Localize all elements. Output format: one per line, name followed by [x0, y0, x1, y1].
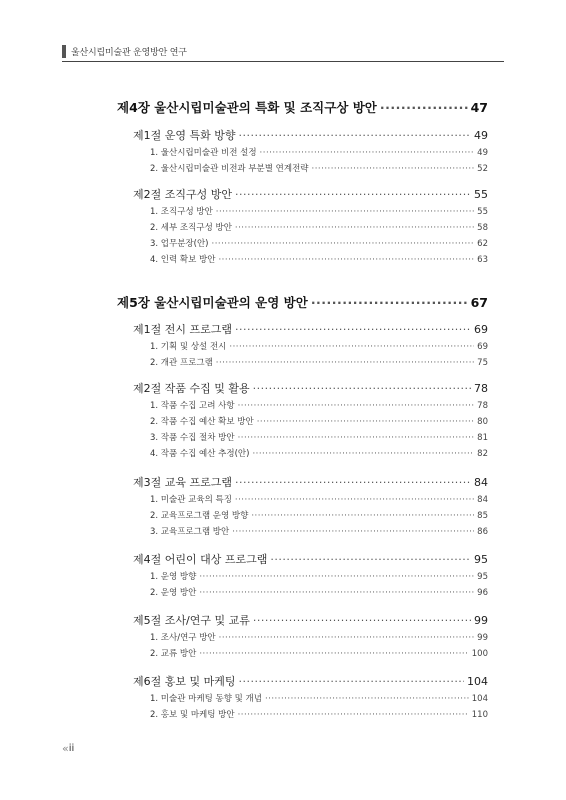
toc-entry-label: 제5절 조사/연구 및 교류 [133, 614, 250, 627]
dot-leader [199, 649, 468, 659]
header-marker [62, 45, 66, 58]
toc-page-number: 81 [477, 433, 488, 443]
page-footer [62, 742, 74, 755]
toc-page-number: 80 [477, 417, 488, 427]
toc-item [150, 415, 488, 427]
toc-page-number: 47 [470, 100, 488, 115]
dot-leader [238, 401, 475, 411]
dot-leader [218, 255, 474, 265]
dot-leader [235, 495, 474, 505]
dot-leader [253, 382, 471, 395]
toc-entry-label: 제4장 울산시립미술관의 특화 및 조직구상 방안 [117, 100, 377, 115]
toc-page-number: 55 [477, 207, 488, 217]
toc-entry-label: 3. 교육프로그램 방안 [150, 527, 230, 537]
toc-page-number: 63 [477, 255, 488, 265]
toc-entry-label: 1. 기획 및 상설 전시 [150, 342, 227, 352]
toc-entry-label: 제2절 작품 수집 및 활용 [133, 382, 250, 395]
dot-leader [216, 207, 474, 217]
toc-entry-label: 1. 미술관 교육의 특징 [150, 495, 232, 505]
dot-leader [265, 694, 469, 704]
toc-entry-label: 3. 업무분장(안) [150, 239, 209, 249]
toc-page-number: 69 [474, 323, 488, 336]
dot-leader [239, 675, 465, 688]
toc-section [133, 474, 488, 490]
toc-page-number: 95 [474, 553, 488, 566]
toc-page-number: 85 [477, 511, 488, 521]
dot-leader [251, 511, 474, 521]
dot-leader [260, 148, 475, 158]
toc-entry-label: 2. 개관 프로그램 [150, 358, 213, 368]
toc-entry-label: 제6절 홍보 및 마케팅 [133, 675, 236, 688]
toc-page-number: 86 [477, 527, 488, 537]
header-title: 울산시립미술관 운영방안 연구 [71, 47, 187, 58]
toc-entry-label: 2. 작품 수집 예산 확보 방안 [150, 417, 254, 427]
toc-section [133, 321, 488, 337]
toc-entry-label: 1. 작품 수집 고려 사항 [150, 401, 235, 411]
dot-leader [252, 449, 474, 459]
toc-item [150, 708, 488, 720]
toc-entry-label: 제3절 교육 프로그램 [133, 476, 232, 489]
toc-section [133, 551, 488, 567]
toc-entry-label: 제1절 전시 프로그램 [133, 323, 232, 336]
toc-item [150, 340, 488, 352]
toc-entry-label: 제4절 어린이 대상 프로그램 [133, 553, 268, 566]
toc-item [150, 399, 488, 411]
toc-item [150, 237, 488, 249]
toc-page-number: 58 [477, 223, 488, 233]
toc-page-number: 67 [470, 295, 488, 310]
toc-entry-label: 2. 운영 방안 [150, 588, 197, 598]
dot-leader [212, 239, 475, 249]
dot-leader [270, 553, 471, 566]
toc-item [150, 146, 488, 158]
toc-item [150, 431, 488, 443]
toc-page-number: 49 [477, 148, 488, 158]
toc-page-number: 82 [477, 449, 488, 459]
toc-page-number: 99 [474, 614, 488, 627]
toc-page-number: 84 [477, 495, 488, 505]
toc-section [133, 673, 488, 689]
toc-item [150, 586, 488, 598]
toc-entry-label: 3. 작품 수집 절차 방안 [150, 433, 235, 443]
dot-leader [199, 588, 474, 598]
toc-entry-label: 4. 작품 수집 예산 추정(안) [150, 449, 250, 459]
dot-leader [235, 223, 474, 233]
double-chevron-left-icon: « [62, 742, 67, 755]
toc-entry-label: 1. 조사/연구 방안 [150, 633, 216, 643]
toc-entry-label: 제5장 울산시립미술관의 운영 방안 [117, 295, 308, 310]
toc-entry-label: 제1절 운영 특화 방향 [133, 129, 236, 142]
dot-leader [229, 342, 474, 352]
toc-section [133, 127, 488, 143]
toc-entry-label: 2. 교류 방안 [150, 649, 197, 659]
toc-item [150, 525, 488, 537]
toc-entry-label: 1. 미술관 마케팅 동향 및 개념 [150, 694, 262, 704]
dot-leader [238, 710, 469, 720]
toc-item [150, 162, 488, 174]
toc-item [150, 509, 488, 521]
toc-entry-label: 4. 인력 확보 방안 [150, 255, 216, 265]
toc-page-number: 110 [471, 710, 488, 720]
toc-item [150, 570, 488, 582]
dot-leader [311, 295, 468, 310]
toc-entry-label: 2. 홍보 및 마케팅 방안 [150, 710, 235, 720]
toc-page-number: 52 [477, 164, 488, 174]
toc-page-number: 104 [467, 675, 488, 688]
dot-leader [219, 633, 475, 643]
toc-item [150, 647, 488, 659]
toc-page-number: 49 [474, 129, 488, 142]
toc-chapter [117, 293, 488, 311]
toc-page-number: 75 [477, 358, 488, 368]
toc-page-number: 100 [471, 649, 488, 659]
toc-chapter [117, 98, 488, 116]
page-number: ii [68, 743, 75, 754]
toc-page-number: 84 [474, 476, 488, 489]
toc-entry-label: 1. 운영 방향 [150, 572, 197, 582]
dot-leader [235, 323, 471, 336]
toc-item [150, 356, 488, 368]
toc-page-number: 104 [471, 694, 488, 704]
dot-leader [199, 572, 474, 582]
toc-page-number: 69 [477, 342, 488, 352]
toc-page-number: 78 [474, 382, 488, 395]
toc-item [150, 221, 488, 233]
toc-page-number: 96 [477, 588, 488, 598]
toc-entry-label: 2. 세부 조직구성 방안 [150, 223, 232, 233]
toc-entry-label: 2. 울산시립미술관 비전과 부분별 연계전략 [150, 164, 309, 174]
toc-section [133, 380, 488, 396]
toc-entry-label: 제2절 조직구성 방안 [133, 188, 232, 201]
toc-entry-label: 1. 조직구성 방안 [150, 207, 213, 217]
toc-page-number: 62 [477, 239, 488, 249]
toc-page-number: 99 [477, 633, 488, 643]
toc-item [150, 205, 488, 217]
dot-leader [253, 614, 471, 627]
dot-leader [380, 100, 468, 115]
toc-section [133, 612, 488, 628]
dot-leader [235, 476, 471, 489]
dot-leader [216, 358, 474, 368]
dot-leader [312, 164, 475, 174]
toc-item [150, 493, 488, 505]
dot-leader [232, 527, 474, 537]
header-divider [62, 61, 504, 62]
toc-section [133, 186, 488, 202]
dot-leader [239, 129, 472, 142]
dot-leader [238, 433, 475, 443]
toc-page-number: 95 [477, 572, 488, 582]
toc-item [150, 253, 488, 265]
running-header [62, 44, 187, 58]
toc-item [150, 447, 488, 459]
dot-leader [257, 417, 474, 427]
dot-leader [235, 188, 471, 201]
toc-item [150, 692, 488, 704]
toc-page-number: 78 [477, 401, 488, 411]
toc-item [150, 631, 488, 643]
toc-entry-label: 1. 울산시립미술관 비전 설정 [150, 148, 257, 158]
toc-entry-label: 2. 교육프로그램 운영 방향 [150, 511, 249, 521]
toc-page-number: 55 [474, 188, 488, 201]
